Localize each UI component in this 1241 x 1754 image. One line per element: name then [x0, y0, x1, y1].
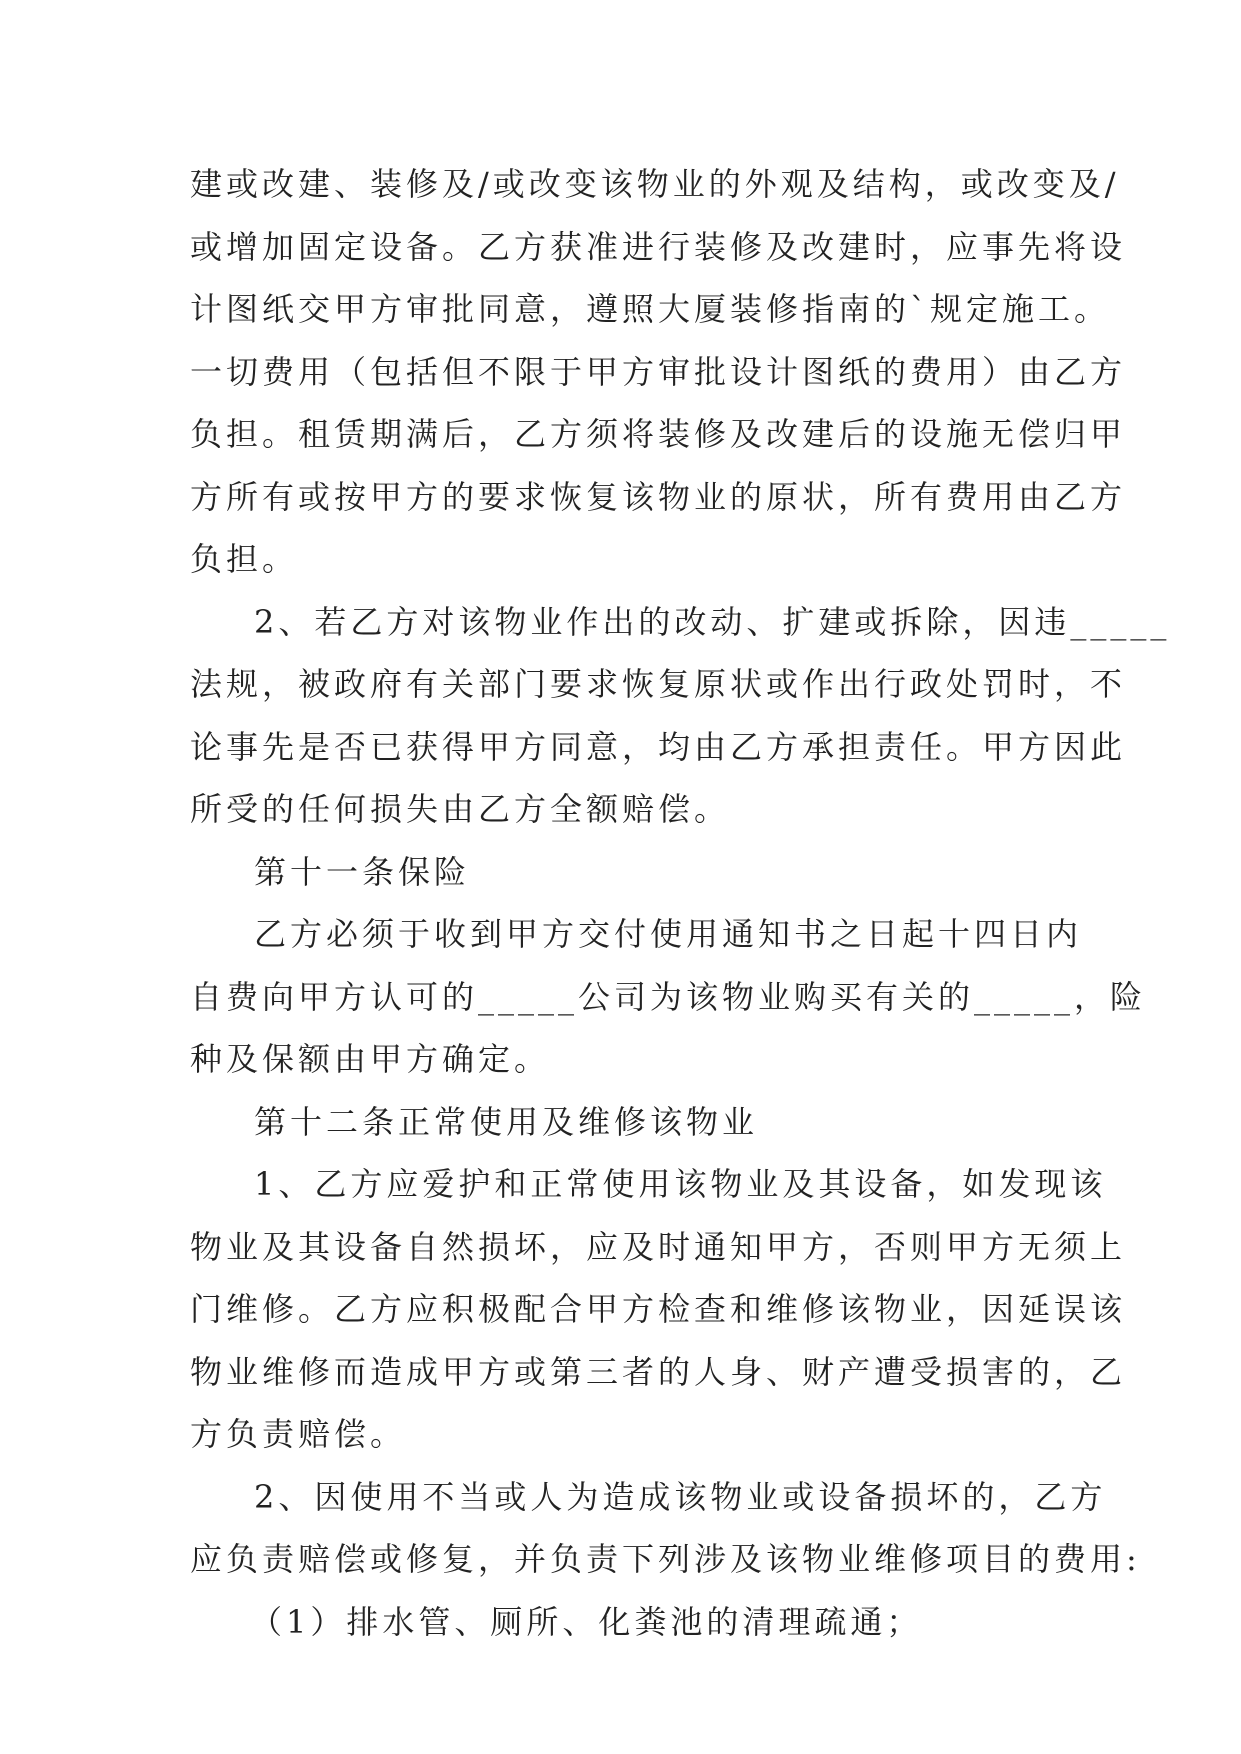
text-line: 所受的任何损失由乙方全额赔偿。	[190, 790, 731, 828]
text-line: 种及保额由甲方确定。	[190, 1040, 551, 1078]
text-line: 负担。租赁期满后，乙方须将装修及改建后的设施无偿归甲	[190, 415, 1127, 453]
section-heading: 第十二条正常使用及维修该物业	[254, 1102, 759, 1141]
section-heading: 第十一条保险	[254, 852, 471, 891]
text-line: 负担。	[190, 540, 299, 578]
text-line: 建或改建、装修及/或改变该物业的外观及结构，或改变及/	[190, 165, 1120, 203]
text-line: 或增加固定设备。乙方获准进行装修及改建时，应事先将设	[190, 227, 1127, 266]
document-body	[190, 153, 1171, 1653]
paragraph-start-line: 2、因使用不当或人为造成该物业或设备损坏的，乙方	[254, 1477, 1107, 1516]
text-line: 物业及其设备自然损坏，应及时通知甲方，否则甲方无须上	[190, 1227, 1127, 1266]
paragraph-start-line: 乙方必须于收到甲方交付使用通知书之日起十四日内	[254, 915, 1083, 953]
text-line: 应负责赔偿或修复，并负责下列涉及该物业维修项目的费用:	[190, 1540, 1141, 1578]
list-item-line: （1）排水管、厕所、化粪池的清理疏通；	[250, 1602, 923, 1641]
paragraph-start-line: 1、乙方应爱护和正常使用该物业及其设备，如发现该	[254, 1165, 1107, 1203]
text-line: 论事先是否已获得甲方同意，均由乙方承担责任。甲方因此	[190, 727, 1127, 766]
text-line: 一切费用（包括但不限于甲方审批设计图纸的费用）由乙方	[190, 352, 1127, 391]
text-line: 物业维修而造成甲方或第三者的人身、财产遭受损害的，乙	[190, 1352, 1127, 1391]
text-line: 方负责赔偿。	[190, 1415, 407, 1453]
text-line: 自费向甲方认可的_____公司为该物业购买有关的_____，险	[190, 977, 1147, 1016]
text-line: 法规，被政府有关部门要求恢复原状或作出行政处罚时，不	[190, 665, 1127, 703]
text-line: 门维修。乙方应积极配合甲方检查和维修该物业，因延误该	[190, 1290, 1127, 1328]
paragraph-start-line: 2、若乙方对该物业作出的改动、扩建或拆除，因违_____	[254, 602, 1171, 641]
text-line: 计图纸交甲方审批同意，遵照大厦装修指南的`规定施工。	[190, 290, 1111, 328]
text-line: 方所有或按甲方的要求恢复该物业的原状，所有费用由乙方	[190, 477, 1127, 516]
